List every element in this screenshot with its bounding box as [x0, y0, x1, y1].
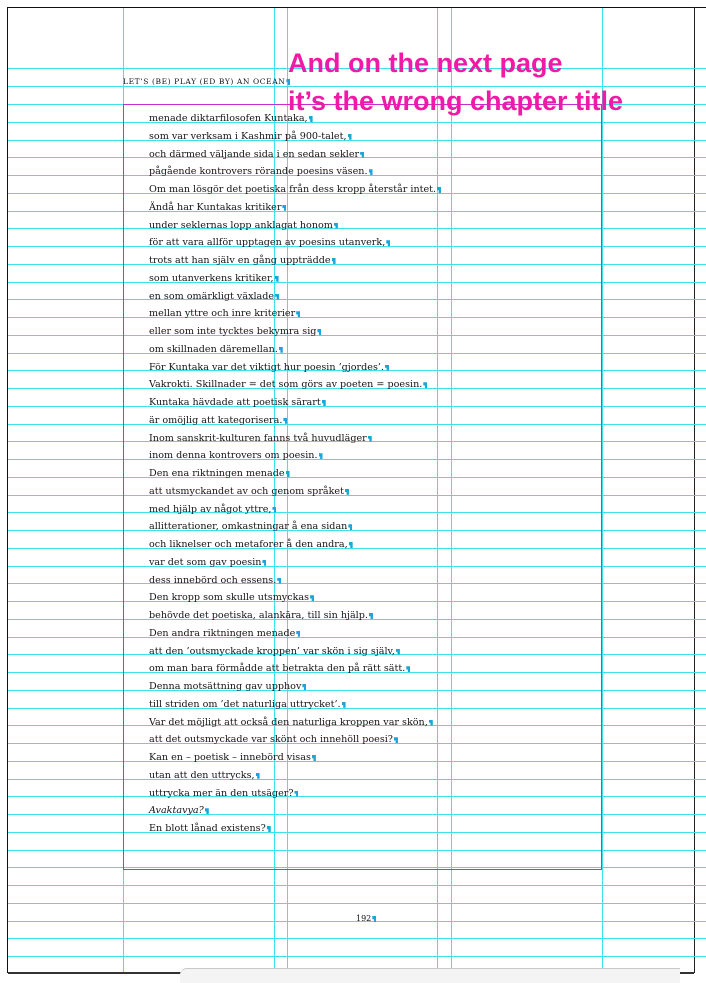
pilcrow-icon [372, 916, 376, 922]
annotation-line: And on the next page [288, 48, 563, 78]
pilcrow-icon [277, 578, 281, 584]
running-head [123, 77, 290, 87]
text-line [149, 501, 441, 519]
text-line-content: menade diktarfilosofen Kuntaka, [149, 113, 308, 124]
page-number-value: 192 [356, 914, 372, 923]
pilcrow-icon [332, 258, 336, 264]
text-line-content: Denna motsättning gav upphov [149, 681, 302, 692]
text-line-content: trots att han själv en gång uppträdde [149, 255, 331, 266]
text-line [149, 199, 441, 217]
text-line-content: Avaktavya? [149, 805, 204, 817]
pilcrow-icon [394, 737, 398, 743]
pilcrow-icon [283, 418, 287, 424]
text-line [149, 678, 441, 696]
pilcrow-icon [345, 489, 349, 495]
text-line-content: Inom sanskrit-kulturen fanns två huvudläger [149, 432, 367, 444]
text-line [149, 146, 441, 164]
text-line-content: allitterationer, omkastningar å ena sidan [149, 521, 348, 533]
pilcrow-icon [334, 223, 338, 229]
pilcrow-icon [296, 311, 300, 317]
text-line-content: För Kuntaka var det viktigt hur poesin ’gjordes’. [149, 361, 384, 373]
annotation-line: it’s the wrong chapter title [288, 86, 624, 116]
text-line-content: Den ena riktningen menade [149, 468, 285, 479]
text-line [149, 288, 441, 306]
text-line [149, 376, 441, 394]
text-line [149, 749, 441, 767]
pilcrow-icon [368, 436, 372, 442]
pilcrow-icon [369, 169, 373, 175]
pilcrow-icon [319, 453, 323, 459]
text-line [149, 270, 441, 288]
text-line-content: om skillnaden däremellan. [149, 343, 278, 355]
text-line [149, 607, 441, 625]
text-line [149, 589, 441, 607]
text-line-content: Kan en – poetisk – innebörd visas [149, 752, 311, 763]
text-line-content: Kuntaka hävdade att poetisk särart [149, 397, 321, 408]
text-line [149, 110, 441, 128]
pilcrow-icon [385, 365, 389, 371]
pilcrow-icon [349, 542, 353, 548]
text-line-content: som utanverkens kritiker, [149, 272, 274, 284]
text-line-content: Den kropp som skulle utsmyckas [149, 592, 310, 604]
text-line [149, 483, 441, 501]
text-line-content: att den ’outsmyckade kroppen’ var skön i sig själv, [149, 645, 395, 657]
text-line-content: är omöjlig att kategorisera. [149, 414, 283, 426]
text-line-content: uttrycka mer än den utsäger? [149, 787, 294, 799]
text-line [149, 252, 441, 270]
text-line-content: och därmed väljande sida i en sedan sekler [149, 148, 360, 160]
pilcrow-icon [286, 471, 290, 477]
text-line-content: mellan yttre och inre kriterier [149, 308, 296, 320]
text-line [149, 412, 441, 430]
text-line-content: under seklernas lopp anklagat honom [149, 219, 333, 231]
text-line-content: en som omärkligt växlade [149, 290, 275, 302]
text-line-content: Var det möjligt att också den naturliga kroppen var skön, [149, 716, 428, 728]
text-line-content: med hjälp av något yttre, [149, 503, 272, 515]
text-line [149, 234, 441, 252]
text-line-content: behövde det poetiska, alankāra, till sin hjälp. [149, 610, 368, 621]
pilcrow-icon [360, 152, 364, 158]
pilcrow-icon [294, 791, 298, 797]
pilcrow-icon [302, 684, 306, 690]
pilcrow-icon [348, 134, 352, 140]
page-frame-right [694, 7, 695, 973]
poem-text [149, 110, 441, 838]
text-line-content: dess innebörd och essens. [149, 574, 277, 586]
text-line-content: att utsmyckandet av och genom språket [149, 485, 344, 497]
text-line-content: och liknelser och metaforer å den andra, [149, 539, 348, 550]
text-line-content: Den andra riktningen menade [149, 627, 296, 639]
pilcrow-icon [267, 826, 271, 832]
text-line [149, 394, 441, 412]
pilcrow-icon [429, 720, 433, 726]
pilcrow-icon [205, 808, 209, 814]
pilcrow-icon [310, 595, 314, 601]
text-line-content: var det som gav poesin [149, 556, 262, 568]
pilcrow-icon [396, 649, 400, 655]
text-line [149, 554, 441, 572]
text-line-content: om man bara förmådde att betrakta den på rätt sätt. [149, 663, 406, 675]
text-line [149, 785, 441, 803]
text-line [149, 731, 441, 749]
pilcrow-icon [272, 507, 276, 513]
text-line-content: Vakrokti. Skillnader = det som görs av poeten = poesin. [149, 379, 423, 391]
pilcrow-icon [275, 276, 279, 282]
page-frame-left [7, 7, 8, 973]
running-head-text: LET’S (BE) PLAY (ED BY) AN OCEAN [123, 77, 286, 86]
text-line-content: som var verksam i Kashmir på 900-talet, [149, 130, 347, 142]
horizontal-scrollbar[interactable] [180, 968, 680, 983]
pilcrow-icon [423, 382, 427, 388]
text-line [149, 217, 441, 235]
text-line [149, 128, 441, 146]
text-line-content: pågående kontrovers rörande poesins väsen. [149, 166, 368, 178]
text-line-content: utan att den uttrycks, [149, 769, 255, 781]
text-line [149, 660, 441, 678]
text-line [149, 714, 441, 732]
pilcrow-icon [322, 400, 326, 406]
text-line [149, 767, 441, 785]
pilcrow-icon [312, 755, 316, 761]
text-line [149, 341, 441, 359]
text-line-content: Om man lösgör det poetiska från dess kropp återstår intet. [149, 184, 437, 195]
text-line [149, 643, 441, 661]
text-line [149, 518, 441, 536]
pilcrow-icon [317, 329, 321, 335]
pilcrow-icon [309, 116, 313, 122]
text-line-content: inom denna kontrovers om poesin. [149, 450, 318, 462]
pilcrow-icon [275, 294, 279, 300]
text-line [149, 163, 441, 181]
annotation-note [288, 44, 623, 120]
pilcrow-icon [386, 240, 390, 246]
text-line [149, 696, 441, 714]
text-line [149, 572, 441, 590]
text-line-content: eller som inte tycktes bekymra sig [149, 326, 317, 337]
pilcrow-icon [437, 187, 441, 193]
text-line [149, 625, 441, 643]
pilcrow-icon [369, 613, 373, 619]
text-line [149, 359, 441, 377]
pilcrow-icon [342, 702, 346, 708]
text-line [149, 305, 441, 323]
pilcrow-icon [348, 524, 352, 530]
text-line-content: att det outsmyckade var skönt och innehöll poesi? [149, 734, 393, 746]
text-line-content: Ändå har Kuntakas kritiker [149, 201, 282, 213]
page-number [356, 913, 376, 925]
text-line [149, 323, 441, 341]
text-line-content: till striden om ’det naturliga uttrycket’. [149, 698, 341, 710]
text-line-content: En blott lånad existens? [149, 823, 266, 834]
text-line [149, 447, 441, 465]
text-line [149, 820, 441, 838]
text-line-content: för att vara allför upptagen av poesins utanverk, [149, 237, 386, 249]
pilcrow-icon [262, 560, 266, 566]
guide-right-margin [602, 8, 603, 972]
pilcrow-icon [406, 666, 410, 672]
text-line [149, 181, 441, 199]
text-line [149, 465, 441, 483]
pilcrow-icon [279, 347, 283, 353]
pilcrow-icon [256, 773, 260, 779]
text-line [149, 802, 441, 820]
text-line [149, 430, 441, 448]
text-line [149, 536, 441, 554]
pilcrow-icon [282, 205, 286, 211]
pilcrow-icon [296, 631, 300, 637]
